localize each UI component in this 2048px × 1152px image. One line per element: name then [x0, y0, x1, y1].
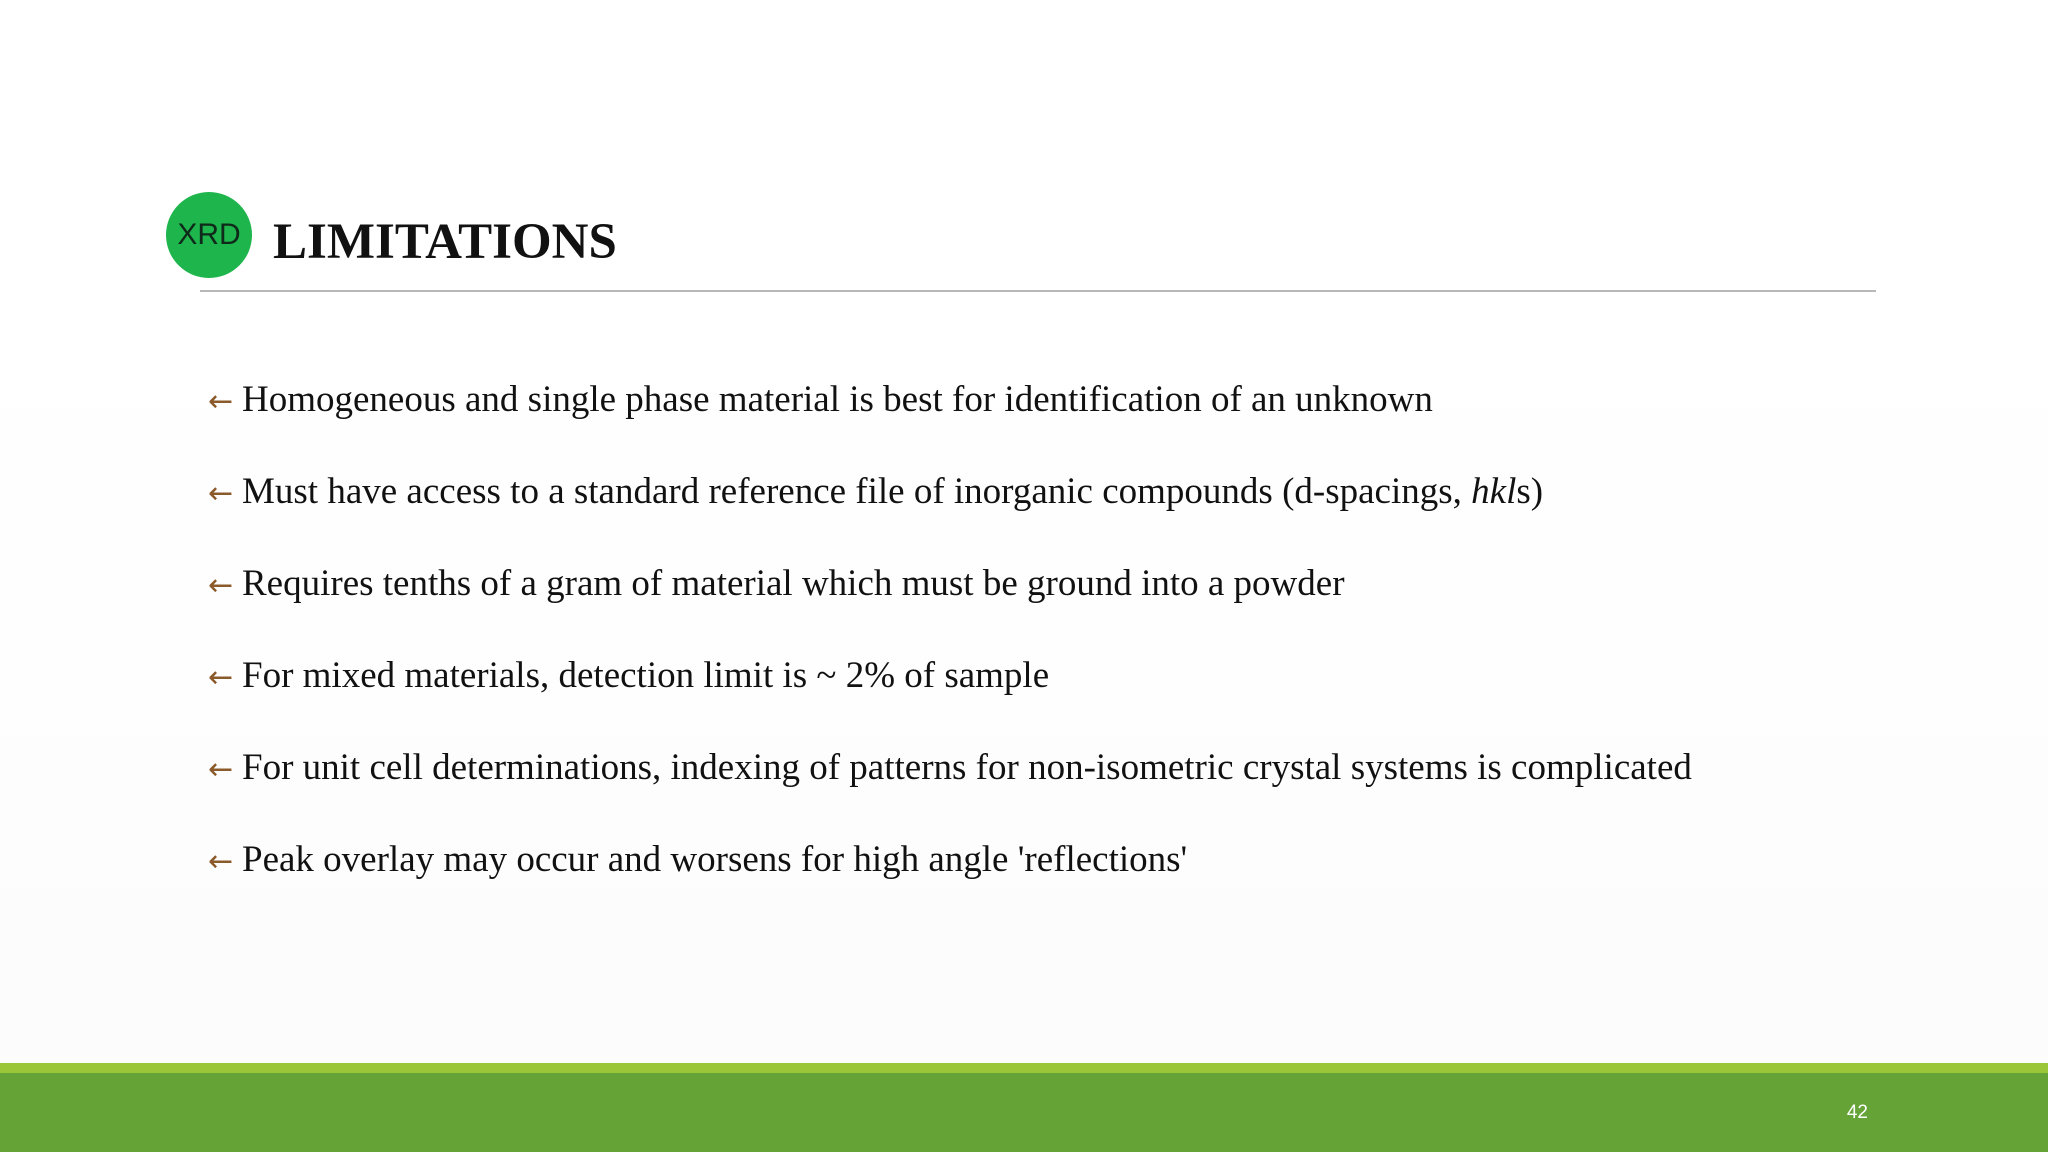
xrd-logo	[166, 192, 252, 278]
bullet-item	[208, 538, 1692, 630]
footer-bar	[0, 1073, 2048, 1152]
bullet-list	[208, 354, 1692, 906]
slide-title: LIMITATIONS	[273, 214, 617, 270]
bullet-text-italic: hkl	[1471, 471, 1517, 512]
bullet-text: Homogeneous and single phase material is best for identification of an unknown	[242, 379, 1433, 420]
bullet-item	[208, 354, 1692, 446]
bullet-item	[208, 630, 1692, 722]
bullet-text: For mixed materials, detection limit is ~ 2% of sample	[242, 655, 1050, 696]
left-arrow-icon: ←	[208, 844, 234, 879]
footer-accent-bar	[0, 1063, 2048, 1073]
bullet-item	[208, 446, 1692, 538]
bullet-item	[208, 814, 1692, 906]
bullet-text: Requires tenths of a gram of material which must be ground into a powder	[242, 563, 1345, 604]
bullet-text: Peak overlay may occur and worsens for high angle 'reflections'	[242, 839, 1188, 880]
left-arrow-icon: ←	[208, 752, 234, 787]
page-number: 42	[1846, 1102, 1868, 1123]
logo-text: XRD	[177, 218, 241, 251]
bullet-text: For unit cell determinations, indexing of patterns for non-isometric crystal systems is complicated	[242, 747, 1692, 788]
bullet-text-main: Must have access to a standard reference file of inorganic compounds (d-spacings,	[242, 471, 1472, 512]
bullet-text-suffix: s)	[1516, 471, 1544, 512]
bullet-item	[208, 722, 1692, 814]
left-arrow-icon: ←	[208, 660, 234, 695]
title-divider	[200, 290, 1876, 292]
bullet-text	[242, 470, 1543, 514]
left-arrow-icon: ←	[208, 568, 234, 603]
left-arrow-icon: ←	[208, 384, 234, 419]
left-arrow-icon: ←	[208, 476, 234, 511]
